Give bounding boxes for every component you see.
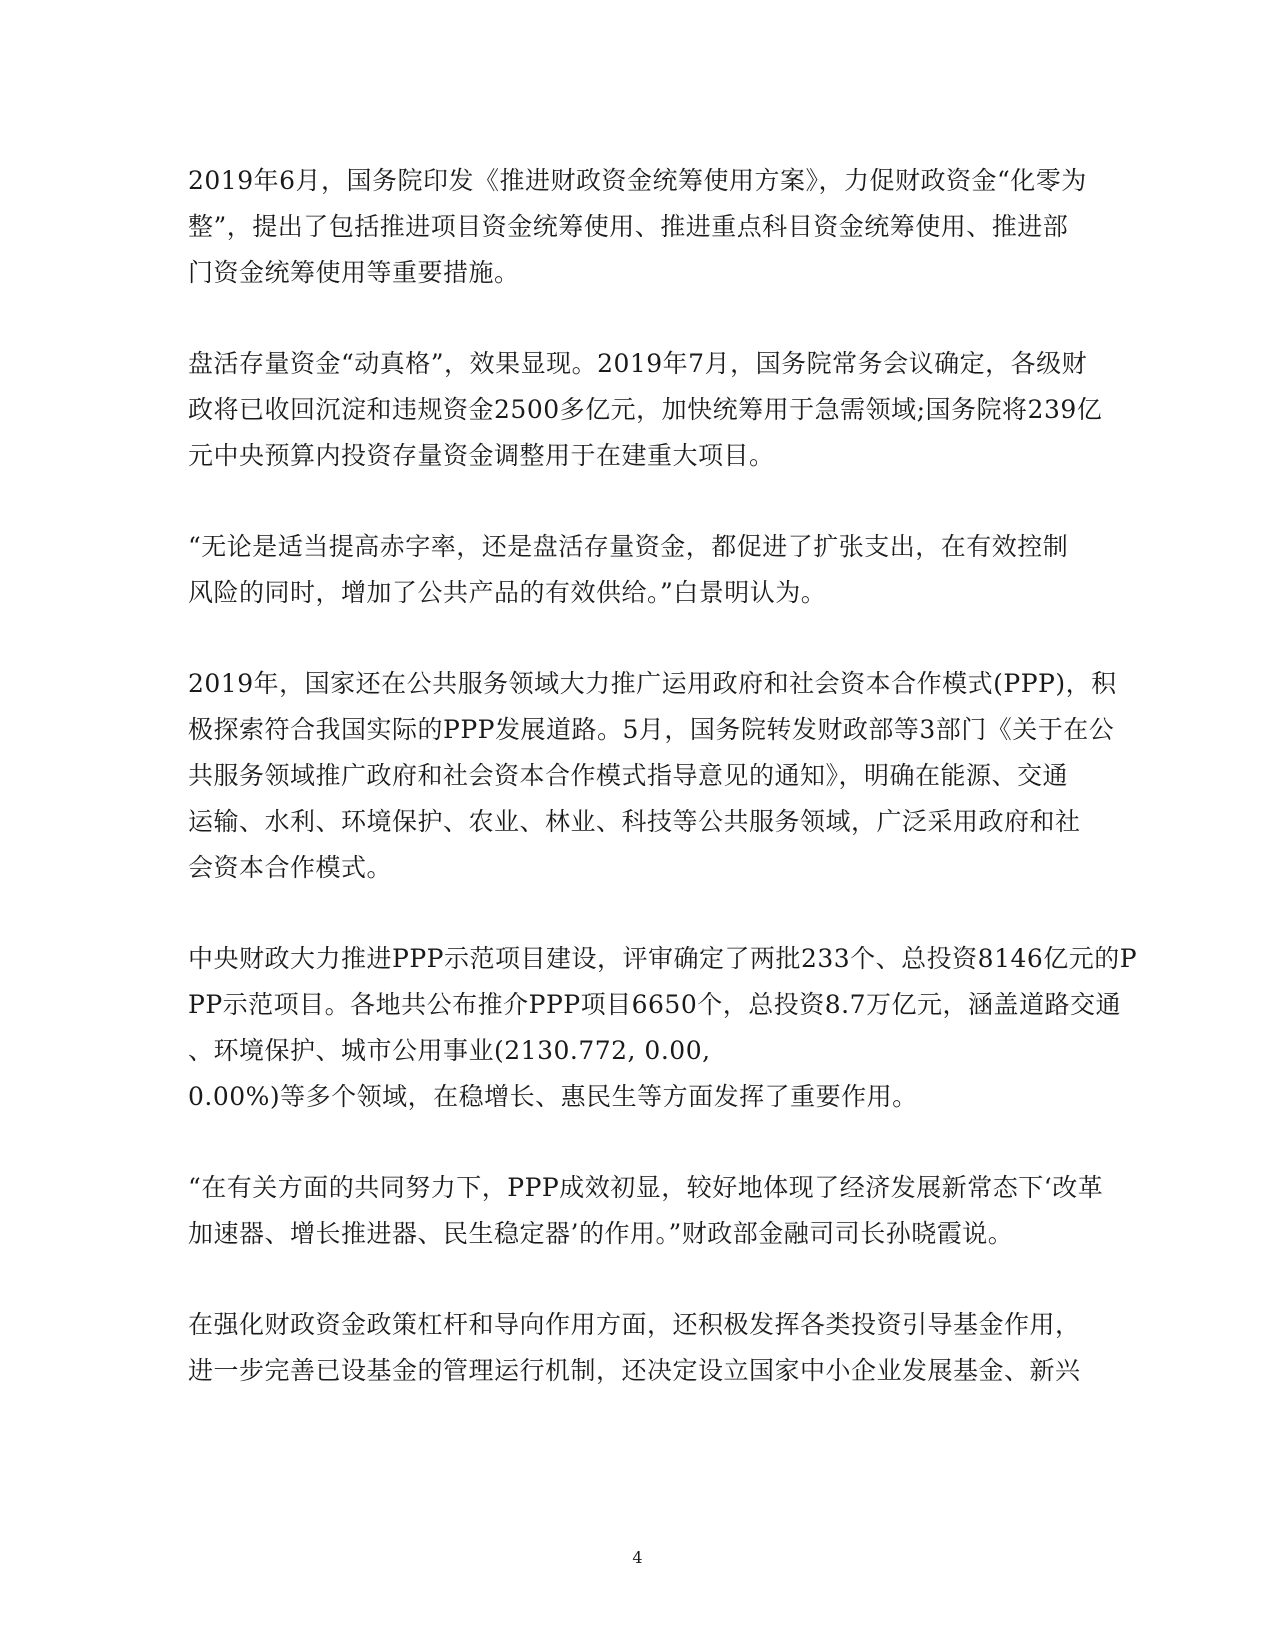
text-line: “无论是适当提高赤字率，还是盘活存量资金，都促进了扩张支出，在有效控制 (188, 532, 1069, 561)
text-line: 盘活存量资金“动真格”，效果显现。2019年7月，国务院常务会议确定，各级财 (188, 349, 1088, 378)
paragraph-6 (188, 1165, 1104, 1257)
text-line: 加速器、增长推进器、民生稳定器’的作用。”财政部金融司司长孙晓霞说。 (188, 1219, 1014, 1248)
text-line: 运输、水利、环境保护、农业、林业、科技等公共服务领域，广泛采用政府和社 (188, 807, 1081, 836)
paragraph-7 (188, 1302, 1088, 1394)
text-line: “在有关方面的共同努力下，PPP成效初显，较好地体现了经济发展新常态下‘改革 (188, 1173, 1104, 1202)
text-line: 在强化财政资金政策杠杆和导向作用方面，还积极发挥各类投资引导基金作用， (188, 1310, 1081, 1339)
text-line: 共服务领域推广政府和社会资本合作模式指导意见的通知》，明确在能源、交通 (188, 761, 1069, 790)
text-line: PP示范项目。各地共公布推介PPP项目6650个，总投资8.7万亿元，涵盖道路交通 (188, 990, 1121, 1019)
text-line: 进一步完善已设基金的管理运行机制，还决定设立国家中小企业发展基金、新兴 (188, 1356, 1081, 1385)
text-line: 风险的同时，增加了公共产品的有效供给。”白景明认为。 (188, 578, 827, 607)
text-line: 中央财政大力推进PPP示范项目建设，评审确定了两批233个、总投资8146亿元的P (188, 944, 1138, 973)
text-line: 2019年，国家还在公共服务领域大力推广运用政府和社会资本合作模式(PPP)，积 (188, 669, 1117, 698)
body-text (188, 158, 1138, 1439)
text-line: 门资金统筹使用等重要措施。 (188, 258, 520, 287)
paragraph-3 (188, 524, 1088, 616)
paragraph-1 (188, 158, 1088, 296)
text-line: 会资本合作模式。 (188, 853, 393, 882)
text-line: 0.00%)等多个领域，在稳增长、惠民生等方面发挥了重要作用。 (188, 1082, 918, 1111)
text-line: 政将已收回沉淀和违规资金2500多亿元，加快统筹用于急需领域;国务院将239亿 (188, 395, 1103, 424)
paragraph-4 (188, 661, 1117, 891)
paragraph-5 (188, 936, 1138, 1120)
text-line: 、环境保护、城市公用事业(2130.772, 0.00, (188, 1036, 711, 1065)
text-line: 整”，提出了包括推进项目资金统筹使用、推进重点科目资金统筹使用、推进部 (188, 212, 1069, 241)
page-number: 4 (632, 1548, 643, 1567)
text-line: 元中央预算内投资存量资金调整用于在建重大项目。 (188, 441, 775, 470)
text-line: 2019年6月，国务院印发《推进财政资金统筹使用方案》，力促财政资金“化零为 (188, 166, 1087, 195)
text-line: 极探索符合我国实际的PPP发展道路。5月，国务院转发财政部等3部门《关于在公 (188, 715, 1115, 744)
paragraph-2 (188, 341, 1103, 479)
